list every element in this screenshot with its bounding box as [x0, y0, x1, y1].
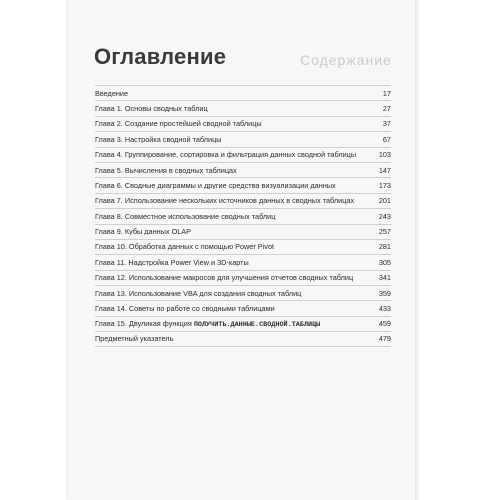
toc-entry-chapter-6 — [95, 177, 391, 192]
toc-entry-title: Глава 5. Вычисления в сводных таблицах — [95, 166, 237, 174]
toc-entry-page: 67 — [382, 134, 391, 144]
toc-entry-chapter-9 — [95, 224, 391, 239]
toc-entry-chapter-15 — [95, 316, 391, 331]
toc-entry-page: 341 — [378, 273, 391, 283]
toc-entry-title: Глава 4. Группирование, сортировка и фильтрация данных сводной таблицы — [95, 151, 357, 159]
toc-entry-title: Глава 2. Создание простейшей сводной таблицы — [95, 120, 262, 128]
toc-entry-page: 147 — [378, 165, 391, 175]
toc-entry-title: Глава 6. Сводные диаграммы и другие средства визуализации данных — [95, 181, 336, 190]
toc-entry-title: Глава 11. Надстройка Power View и 3D-карты — [95, 258, 249, 267]
toc-entry-page: 305 — [378, 257, 391, 267]
toc-entry-chapter-3 — [95, 131, 391, 146]
table-of-contents — [95, 85, 391, 347]
toc-entry-title — [95, 320, 367, 329]
toc-entry-page: 479 — [378, 334, 391, 344]
toc-entry-chapter-2 — [95, 116, 391, 131]
toc-entry-page: 201 — [378, 196, 391, 206]
toc-entry-chapter-11 — [95, 254, 391, 269]
toc-entry-title: Глава 1. Основы сводных таблиц — [95, 104, 208, 113]
bleed-through-heading: Содержание — [300, 52, 392, 68]
toc-entry-index — [95, 331, 391, 346]
toc-entry-chapter-12 — [95, 270, 391, 285]
toc-entry-title: Предметный указатель — [95, 335, 174, 343]
toc-entry-title: Глава 3. Настройка сводной таблицы — [95, 135, 222, 144]
toc-entry-page: 103 — [378, 150, 391, 160]
function-name: ПОЛУЧИТЬ.ДАННЫЕ.СВОДНОЙ.ТАБЛИЦЫ — [193, 320, 321, 329]
toc-entry-chapter-5 — [95, 162, 391, 177]
toc-entry-page: 37 — [382, 119, 391, 129]
toc-entry-chapter-10 — [95, 239, 391, 254]
toc-entry-page: 281 — [378, 242, 391, 252]
toc-entry-chapter-4 — [95, 147, 391, 162]
toc-entry-title: Введение — [95, 89, 129, 97]
toc-entry-chapter-1 — [95, 100, 391, 115]
toc-entry-page: 173 — [378, 180, 391, 190]
toc-entry-title: Глава 7. Использование нескольких источников данных в сводных таблицах — [95, 197, 355, 205]
toc-entry-title: Глава 12. Использование макросов для улучшения отчетов сводных таблиц — [95, 274, 354, 282]
page-heading: Оглавление — [94, 44, 227, 69]
toc-entry-title: Глава 8. Совместное использование сводных таблиц — [95, 212, 276, 220]
toc-entry-page: 17 — [382, 88, 391, 98]
toc-entry-page: 433 — [378, 304, 391, 314]
toc-entry-page: 243 — [378, 211, 391, 221]
toc-entry-page: 459 — [378, 319, 391, 329]
toc-entry-chapter-13 — [95, 285, 391, 300]
toc-entry-intro — [95, 85, 391, 100]
toc-entry-title: Глава 14. Советы по работе со сводными таблицами — [95, 305, 275, 313]
toc-entry-title: Глава 13. Использование VBA для создания сводных таблиц — [95, 289, 302, 297]
toc-entry-title-prefix: Глава 15. Двуликая функция — [95, 319, 194, 328]
toc-entry-page: 359 — [378, 288, 391, 298]
toc-entry-title: Глава 9. Кубы данных OLAP — [95, 228, 192, 236]
toc-entry-chapter-8 — [95, 208, 391, 223]
book-page — [68, 0, 415, 500]
page-edge — [415, 0, 421, 500]
toc-entry-page: 257 — [378, 227, 391, 237]
toc-entry-title: Глава 10. Обработка данных с помощью Power Pivot — [95, 243, 275, 251]
toc-entry-page: 27 — [382, 103, 391, 113]
toc-entry-chapter-14 — [95, 300, 391, 315]
toc-entry-chapter-7 — [95, 193, 391, 208]
